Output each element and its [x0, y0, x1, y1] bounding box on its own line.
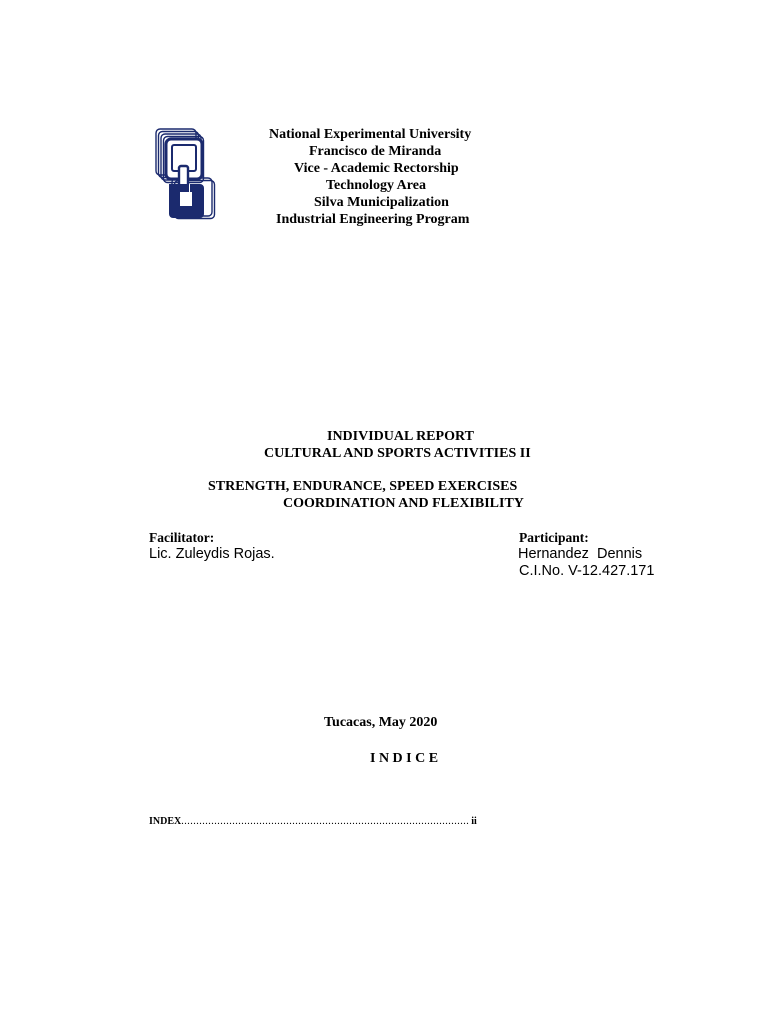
report-subject-line1: STRENGTH, ENDURANCE, SPEED EXERCISES [208, 479, 518, 494]
facilitator-label: Facilitator: [149, 530, 215, 545]
institution-name: National Experimental University [269, 127, 472, 142]
institution-municipalization: Silva Municipalization [314, 195, 449, 210]
report-course: CULTURAL AND SPORTS ACTIVITIES II [264, 446, 531, 461]
report-subject-line2: COORDINATION AND FLEXIBILITY [283, 496, 524, 511]
place-date: Tucacas, May 2020 [324, 715, 438, 730]
index-entry-leader: ................................................................................................ [181, 816, 470, 827]
index-entry[interactable] [149, 816, 477, 828]
institution-rectorship: Vice - Academic Rectorship [294, 161, 459, 176]
institution-campus: Francisco de Miranda [309, 144, 442, 159]
index-entry-label: INDEX [149, 816, 182, 827]
report-title: INDIVIDUAL REPORT [327, 429, 474, 444]
participant-label: Participant: [519, 530, 589, 545]
indice-heading: I N D I C E [370, 751, 439, 766]
participant-name: Hernandez Dennis [518, 546, 643, 562]
facilitator-name: Lic. Zuleydis Rojas. [149, 546, 275, 562]
index-entry-page: ii [471, 816, 477, 827]
institution-program: Industrial Engineering Program [276, 212, 470, 227]
university-logo-icon [152, 126, 218, 222]
institution-area: Technology Area [326, 178, 426, 193]
participant-id: C.I.No. V-12.427.171 [519, 563, 655, 579]
